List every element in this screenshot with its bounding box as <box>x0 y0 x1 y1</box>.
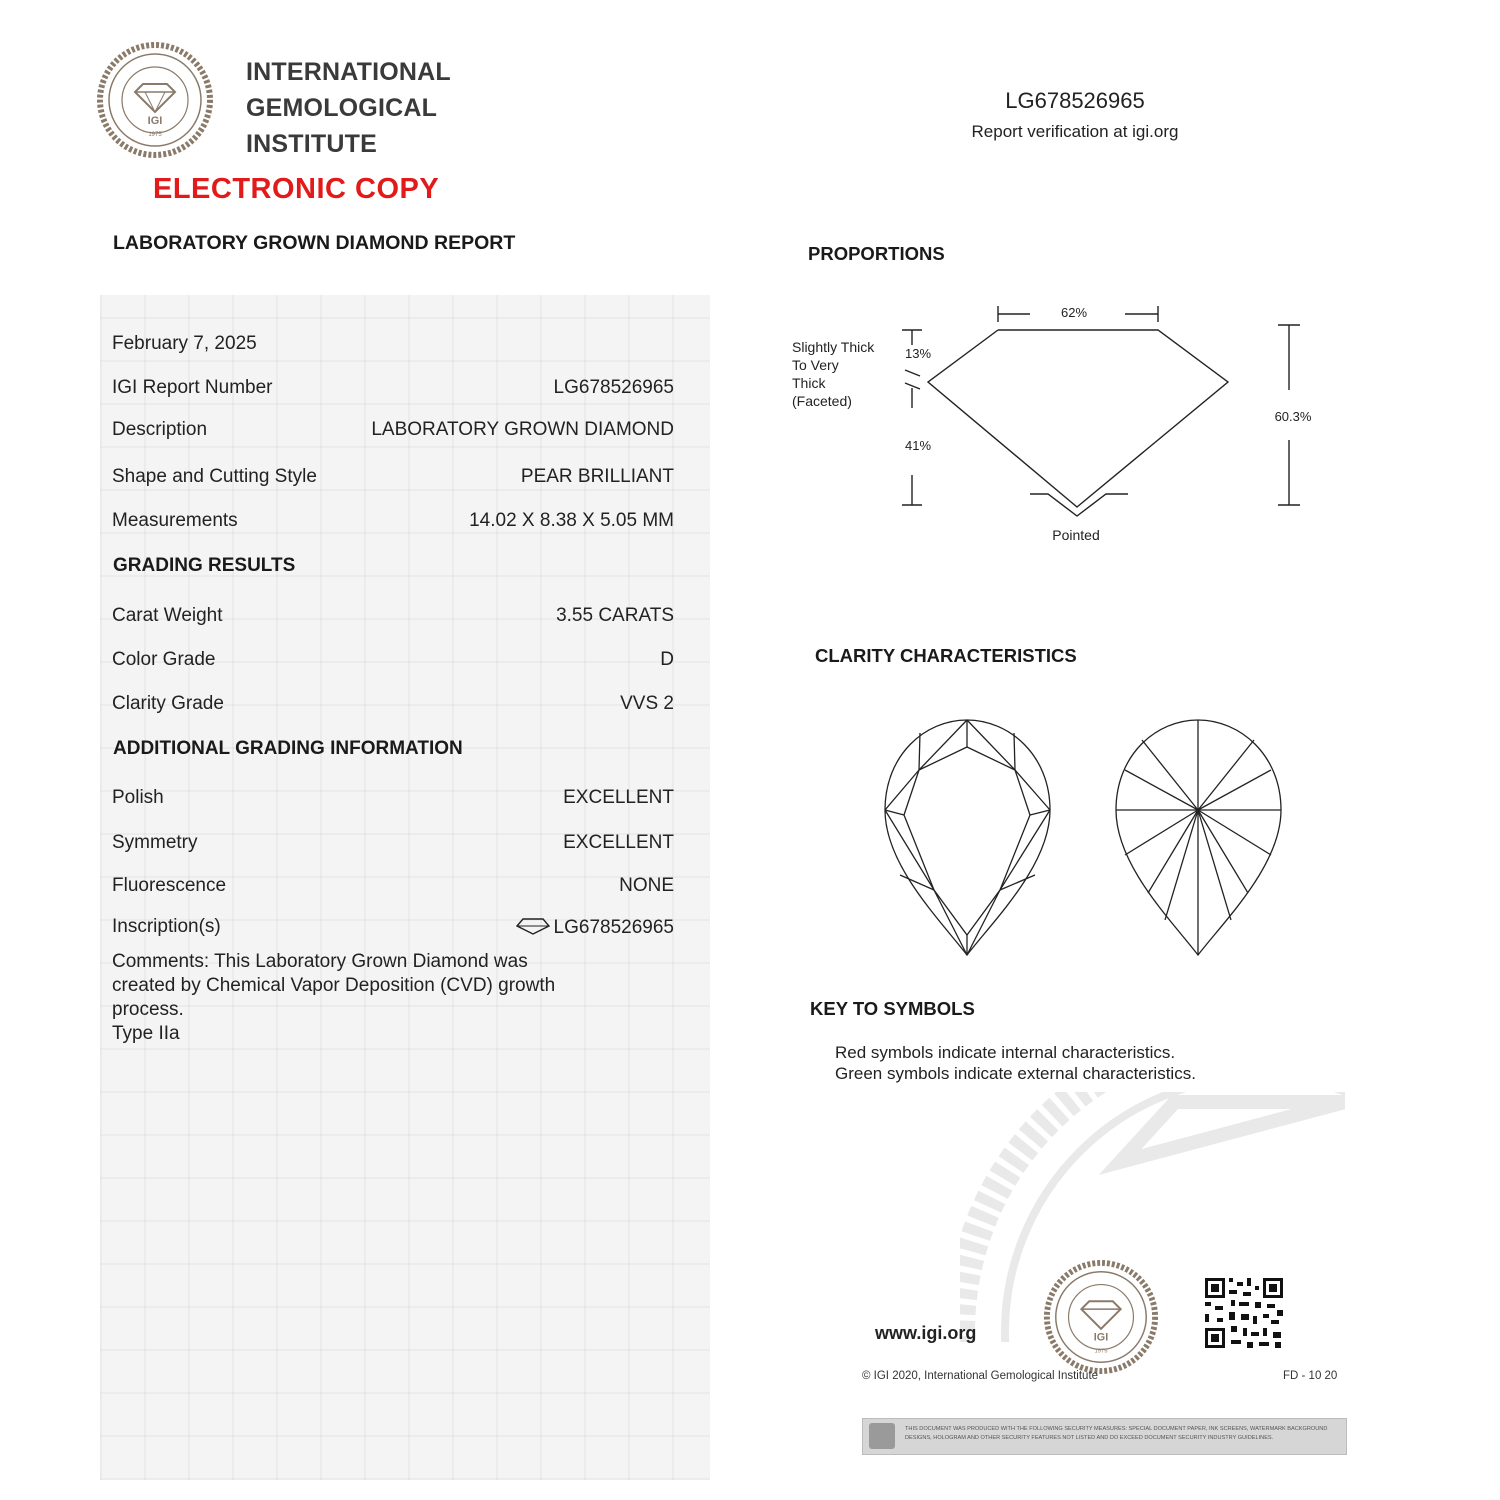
proportions-heading: PROPORTIONS <box>808 243 945 264</box>
form-code: FD - 10 20 <box>1283 1370 1338 1382</box>
fluorescence-row <box>112 875 674 905</box>
clarity-heading: CLARITY CHARACTERISTICS <box>815 645 1077 666</box>
row-label: IGI Report Number <box>112 377 273 398</box>
key-heading: KEY TO SYMBOLS <box>810 998 975 1019</box>
row-value: 3.55 CARATS <box>556 605 674 626</box>
row-value: LABORATORY GROWN DIAMOND <box>371 419 674 440</box>
symmetry-row <box>112 832 674 862</box>
org-name-line3: INSTITUTE <box>246 130 377 158</box>
bottom-seal-logo <box>1042 1258 1160 1376</box>
key-text <box>835 1042 1196 1084</box>
row-value: D <box>660 649 674 670</box>
measurements-row <box>112 510 674 540</box>
row-label: Shape and Cutting Style <box>112 466 317 487</box>
row-label: Symmetry <box>112 832 198 853</box>
clarity-row <box>112 693 674 723</box>
key-line-green: Green symbols indicate external characteristics. <box>835 1064 1196 1083</box>
comments-line: created by Chemical Vapor Deposition (CVD) growth <box>112 975 556 996</box>
row-value: NONE <box>619 875 674 896</box>
comments-line: Type IIa <box>112 1023 180 1044</box>
color-row <box>112 649 674 679</box>
report-title: LABORATORY GROWN DIAMOND REPORT <box>113 232 516 254</box>
report-verification: Report verification at igi.org <box>971 122 1179 141</box>
crown-percent: 13% <box>904 346 932 361</box>
row-label: Measurements <box>112 510 238 531</box>
additional-info-heading: ADDITIONAL GRADING INFORMATION <box>113 738 463 759</box>
org-name-line2: GEMOLOGICAL <box>246 94 438 122</box>
girdle-line: Thick <box>792 375 826 391</box>
qr-code[interactable] <box>1203 1276 1285 1350</box>
report-date-row <box>112 333 674 363</box>
girdle-line: Slightly Thick <box>792 339 875 355</box>
report-date: February 7, 2025 <box>112 333 257 354</box>
row-label: Clarity Grade <box>112 693 224 714</box>
seal-logo-text: IGI <box>147 115 163 127</box>
row-value: EXCELLENT <box>563 832 674 853</box>
report-number-header: LG678526965 <box>1005 88 1145 113</box>
report-number-row <box>112 377 674 407</box>
comments-line: Comments: This Laboratory Grown Diamond was <box>112 951 528 972</box>
bottom-seal-year: 1975 <box>1094 1348 1108 1355</box>
grading-results-heading: GRADING RESULTS <box>113 555 296 576</box>
inscription-row <box>112 916 674 946</box>
comments <box>112 950 672 1046</box>
row-label: Fluorescence <box>112 875 227 896</box>
key-line-red: Red symbols indicate internal characteristics. <box>835 1043 1176 1062</box>
shape-row <box>112 466 674 496</box>
document-lock-icon <box>869 1423 895 1449</box>
total-depth-percent: 60.3% <box>1274 409 1312 424</box>
polish-row <box>112 787 674 817</box>
row-value <box>515 916 674 939</box>
igi-inscription-icon <box>515 916 551 936</box>
row-label: Color Grade <box>112 649 216 670</box>
row-label: Description <box>112 419 208 440</box>
row-value: EXCELLENT <box>563 787 674 808</box>
culet-label: Pointed <box>1052 527 1100 543</box>
row-label: Carat Weight <box>112 605 223 626</box>
row-value: 14.02 X 8.38 X 5.05 MM <box>469 510 674 531</box>
row-value: VVS 2 <box>620 693 674 714</box>
carat-row <box>112 605 674 635</box>
girdle-line: (Faceted) <box>792 393 852 409</box>
website-link[interactable]: www.igi.org <box>875 1323 977 1343</box>
inscription-value: LG678526965 <box>553 917 674 938</box>
description-row <box>112 419 674 449</box>
security-notice <box>862 1418 1347 1455</box>
igi-seal-logo <box>95 40 215 160</box>
row-value: PEAR BRILLIANT <box>520 466 674 487</box>
girdle-line: To Very <box>792 357 839 373</box>
row-label: Inscription(s) <box>112 916 221 937</box>
comments-line: process. <box>112 999 184 1020</box>
clarity-plot-diagram <box>880 715 1290 960</box>
security-text: THIS DOCUMENT WAS PRODUCED WITH THE FOLLOWING SECURITY MEASURES: SPECIAL DOCUMENT PAPER, INK SCREENS, WATERMARK BACKGROUND DESIGNS, HOLOGRAM AND OTHER SECURITY FEATURES NOT LISTED AND DO EXCEED DOCUMENT SECURITY INDUSTRY GUIDELINES. <box>905 1426 1328 1441</box>
bottom-seal-logo-text: IGI <box>1093 1331 1109 1344</box>
electronic-copy-label: ELECTRONIC COPY <box>153 173 440 205</box>
pavilion-percent: 41% <box>904 438 932 453</box>
proportions-diagram <box>780 290 1340 555</box>
row-value: LG678526965 <box>553 377 674 398</box>
seal-year: 1975 <box>148 132 162 138</box>
copyright: © IGI 2020, International Gemological Institute <box>862 1370 1099 1382</box>
table-percent: 62% <box>1060 305 1088 320</box>
org-name-line1: INTERNATIONAL <box>246 58 451 86</box>
org-name <box>246 54 451 162</box>
row-label: Polish <box>112 787 164 808</box>
